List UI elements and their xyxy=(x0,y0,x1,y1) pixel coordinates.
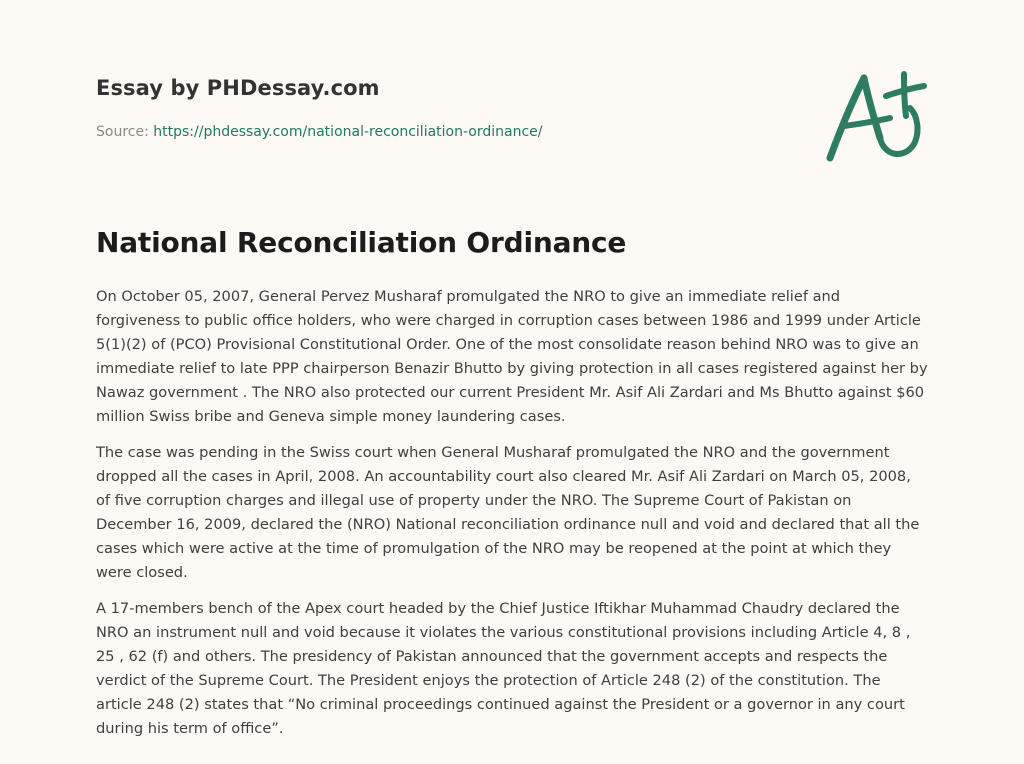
source-label: Source: xyxy=(96,124,154,140)
article-title: National Reconciliation Ordinance xyxy=(96,226,627,259)
source-link[interactable]: https://phdessay.com/national-reconciliation-ordinance/ xyxy=(153,124,543,140)
source-line xyxy=(96,124,543,140)
essay-page xyxy=(96,0,928,737)
page-header xyxy=(96,0,928,200)
paragraph-1: On October 05, 2007, General Pervez Musharaf promulgated the NRO to give an immediate relief and forgiveness to public office holders, who were charged in corruption cases between 1986 and 1999 under Article 5(1)(2) of (PCO) Provisional Constitutional Order. One of the most consolidate reason behind NRO was to give an immediate relief to late PPP chairperson Benazir Bhutto by giving protection in all cases registered against her by Nawaz government . The NRO also protected our current President Mr. Asif Ali Zardari and Ms Bhutto against $60 million Swiss bribe and Geneva simple money laundering cases. xyxy=(96,288,928,425)
brand-title: Essay by PHDessay.com xyxy=(96,76,380,100)
a-plus-grade-icon xyxy=(824,68,928,164)
paragraph-3: A 17-members bench of the Apex court headed by the Chief Justice Iftikhar Muhammad Chaudry declared the NRO an instrument null and void because it violates the various constitutional provisions including Article 4, 8 , 25 , 62 (f) and others. The presidency of Pakistan announced that the government accepts and respects the verdict of the Supreme Court. The President enjoys the protection of Article 248 (2) of the constitution. The article 248 (2) states that “No criminal proceedings continued against the President or a governor in any court during his term of office”. xyxy=(96,600,911,737)
paragraph-2: The case was pending in the Swiss court when General Musharaf promulgated the NRO and the government dropped all the cases in April, 2008. An accountability court also cleared Mr. Asif Ali Zardari on March 05, 2008, of five corruption charges and illegal use of property under the NRO. The Supreme Court of Pakistan on December 16, 2009, declared the (NRO) National reconciliation ordinance null and void and declared that all the cases which were active at the time of promulgation of the NRO may be reopened at the point at which they were closed. xyxy=(96,444,920,581)
article-body xyxy=(96,285,928,753)
